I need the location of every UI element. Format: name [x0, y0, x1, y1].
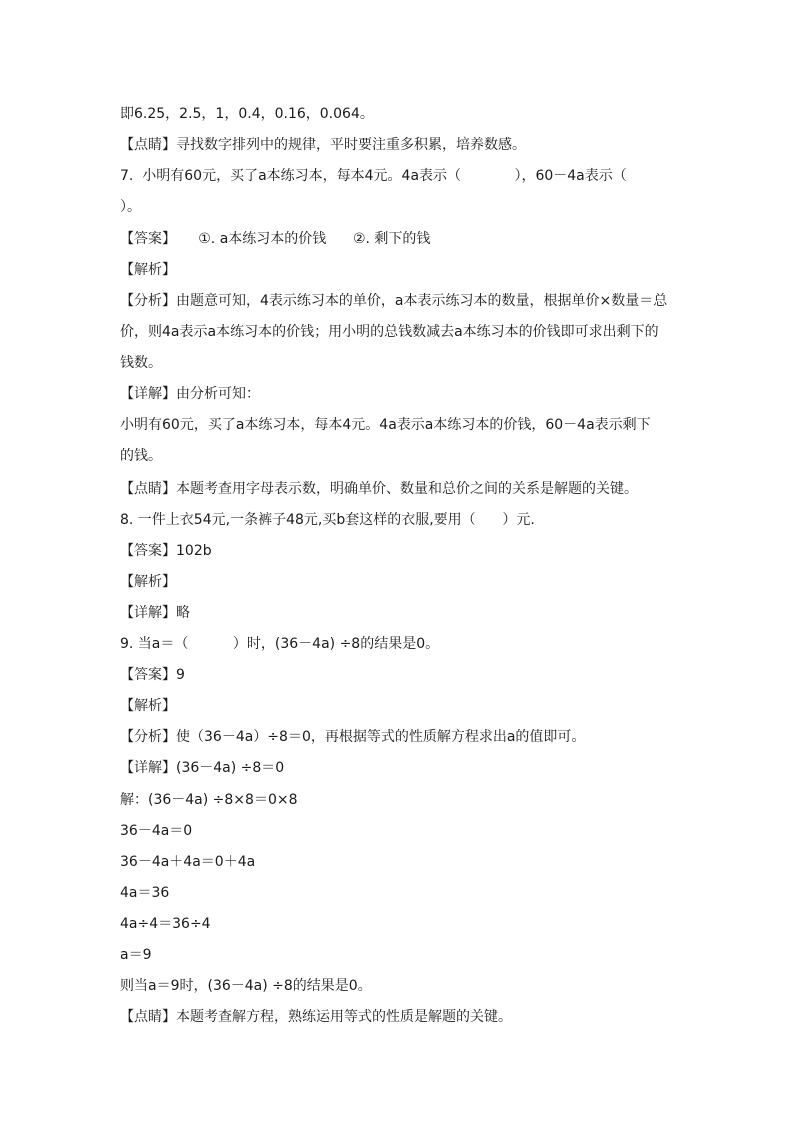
q9-solution-step-1: 解：(36－4a) ÷8×8＝0×8 [120, 792, 298, 808]
q8-question: 8. 一件上衣54元,一条裤子48元,买b套这样的衣服,要用（ ）元. [120, 512, 535, 528]
q7-detail-line-1: 小明有60元，买了a本练习本，每本4元。4a表示a本练习本的价钱，60－4a表示剩下 [120, 417, 651, 433]
q8-answer: 【答案】102b [120, 543, 212, 559]
q9-answer: 【答案】9 [120, 667, 185, 683]
q9-question: 9. 当a＝（ ）时，(36－4a) ÷8的结果是0。 [120, 636, 440, 652]
q8-detail: 【详解】略 [120, 605, 190, 621]
q9-solution-step-6: a＝9 [120, 947, 152, 963]
q9-analysis: 【分析】使（36－4a）÷8＝0，再根据等式的性质解方程求出a的值即可。 [120, 729, 586, 745]
q7-detail-line-2: 的钱。 [120, 448, 162, 464]
q7-analysis-line-2: 价，则4a表示a本练习本的价钱；用小明的总钱数减去a本练习本的价钱即可求出剩下的 [120, 324, 659, 340]
q7-question-cont: ）。 [120, 199, 141, 215]
q7-detail-heading: 【详解】由分析可知： [120, 386, 260, 402]
q9-solution-step-5: 4a÷4＝36÷4 [120, 916, 211, 932]
q7-comment: 【点睛】本题考查用字母表示数，明确单价、数量和总价之间的关系是解题的关键。 [120, 481, 638, 497]
q9-solution-step-2: 36－4a＝0 [120, 823, 193, 839]
q8-analysis-heading: 【解析】 [120, 574, 176, 590]
q7-answer: 【答案】 ①. a本练习本的价钱 ②. 剩下的钱 [120, 231, 431, 247]
q7-analysis-line-1: 【分析】由题意可知，4表示练习本的单价，a本表示练习本的数量，根据单价×数量＝总 [120, 293, 668, 309]
q9-comment: 【点睛】本题考查解方程，熟练运用等式的性质是解题的关键。 [120, 1009, 512, 1025]
q7-analysis-line-3: 钱数。 [120, 355, 162, 371]
q9-solution-step-4: 4a＝36 [120, 885, 170, 901]
q7-question: 7. 小明有60元，买了a本练习本，每本4元。4a表示（ ），60－4a表示（ [120, 168, 627, 184]
sequence-conclusion: 即6.25，2.5，1，0.4，0.16，0.064。 [120, 106, 374, 122]
q9-solution-step-3: 36－4a＋4a＝0＋4a [120, 854, 256, 870]
q7-analysis-heading: 【解析】 [120, 262, 176, 278]
q9-conclusion: 则当a＝9时，(36－4a) ÷8的结果是0。 [120, 978, 372, 994]
q9-detail-line-1: 【详解】(36－4a) ÷8＝0 [120, 760, 285, 776]
q6-comment: 【点睛】寻找数字排列中的规律，平时要注重多积累，培养数感。 [120, 137, 526, 153]
q9-analysis-heading: 【解析】 [120, 698, 176, 714]
